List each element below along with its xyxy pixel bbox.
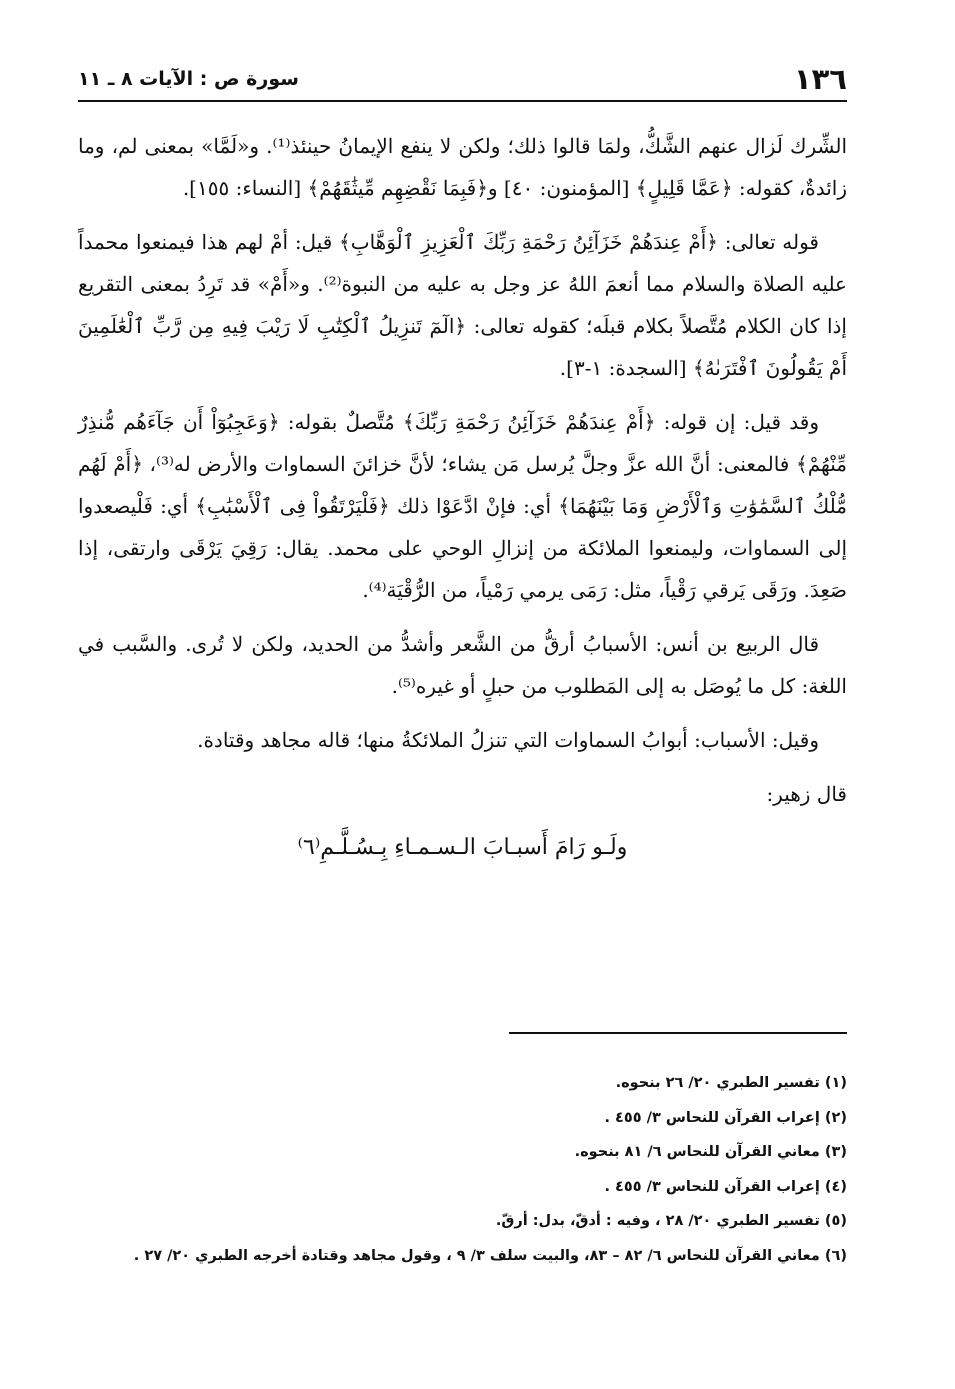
running-head: سورة ص : الآيات ٨ ـ ١١ [78, 68, 299, 90]
paragraph: قوله تعالى: ﴿أَمْ عِندَهُمْ خَزَآئِنُ رَحْمَةِ رَبِّكَ ٱلْعَزِيزِ ٱلْوَهَّابِ﴾ قيل: أمْ لهم هذا فيمنعوا محمداً عليه الصلاة والسلام مما أنعمَ اللهُ عز وجل به عليه من النبوة⁽²⁾. و«أَمْ» قد تَرِدُ بمعنى التقريع إذا كان الكلام مُتَّصلاً بكلام قبلَه؛ كقوله تعالى: ﴿الٓمٓ تَنزِيلُ ٱلْكِتَٰبِ لَا رَيْبَ فِيهِ مِن رَّبِّ ٱلْعَٰلَمِينَ أَمْ يَقُولُونَ ٱفْتَرَىٰهُ﴾ [السجدة: ١-٣]. [78, 230, 847, 380]
poet-intro: قال زهير: [766, 782, 847, 806]
poetry-verse: ولَـو رَامَ أَسبـابَ الـسـمـاءِ بِـسُـلَّـمِ⁽٦⁾ [297, 835, 628, 860]
paragraph: قال الربيع بن أنس: الأسبابُ أرقُّ من الشَّعر وأشدُّ من الحديد، ولكن لا تُرى. والسَّبب في اللغة: كل ما يُوصَل به إلى المَطلوب من حبلٍ أو غيره⁽⁵⁾. [78, 632, 847, 698]
header-rule [78, 100, 847, 102]
paragraph: وقد قيل: إن قوله: ﴿أَمْ عِندَهُمْ خَزَآئِنُ رَحْمَةِ رَبِّكَ﴾ مُتَّصلٌ بقوله: ﴿وَعَجِبُوٓاْ أَن جَآءَهُم مُّنذِرٌ مِّنْهُمْ﴾ فالمعنى: أنَّ الله عزَّ وجلَّ يُرسل مَن يشاء؛ لأنَّ خزائنَ السماوات والأرض له⁽³⁾، ﴿أَمْ لَهُم مُّلْكُ ٱلسَّمَٰوَٰتِ وَٱلْأَرْضِ وَمَا بَيْنَهُمَا﴾ أي: فإنْ ادَّعَوْا ذلك ﴿فَلْيَرْتَقُواْ فِى ٱلْأَسْبَٰبِ﴾ أي: فَلْيصعدوا إلى السماوات، وليمنعوا الملائكة من إنزالِ الوحي على محمد. يقال: رَقِيَ يَرْقَى وارتقى، إذا صَعِدَ. ورَقَى يَرقي رَقْياً، مثل: رَمَى يرمي رَمْياً، من الرُّقْيَة⁽⁴⁾. [78, 410, 847, 602]
page-number: ١٣٦ [793, 62, 847, 96]
footnote-item: (٥) تفسير الطبري ٢٠/ ٢٨ ، وفيه : أدقّ، بدل: أرقّ. [495, 1213, 847, 1229]
footnote-item: (٢) إعراب القرآن للنحاس ٣/ ٤٥٥ . [604, 1109, 847, 1126]
footnote-item: (١) تفسير الطبري ٢٠/ ٢٦ بنحوه. [615, 1075, 847, 1091]
footnote-item: (٤) إعراب القرآن للنحاس ٣/ ٤٥٥ . [604, 1178, 847, 1195]
paragraph: الشِّرك لَزال عنهم الشَّكُّ، ولمَا قالوا ذلك؛ ولكن لا ينفع الإيمانُ حينئذ⁽¹⁾. و«لَمَّا» بمعنى لم، وما زائدةٌ، كقوله: ﴿عَمَّا قَلِيلٍ﴾ [المؤمنون: ٤٠] و﴿فَبِمَا نَقْضِهِم مِّيثَٰقَهُمْ﴾ [النساء: ١٥٥]. [78, 134, 847, 200]
footnote-item: (٣) معاني القرآن للنحاس ٦/ ٨١ بنحوه. [574, 1144, 847, 1160]
footnotes [78, 1066, 847, 1273]
main-text [78, 125, 847, 869]
page-header [78, 62, 847, 96]
footnote-item: (٦) معاني القرآن للنحاس ٦/ ٨٢ – ٨٣، والبيت سلف ٣/ ٩ ، وقول مجاهد وقتادة أخرجه الطبري ٢٠/ ٢٧ . [133, 1247, 847, 1264]
footnote-rule [509, 1032, 847, 1034]
paragraph: وقيل: الأسباب: أبوابُ السماوات التي تنزلُ الملائكةُ منها؛ قاله مجاهد وقتادة. [197, 728, 819, 752]
